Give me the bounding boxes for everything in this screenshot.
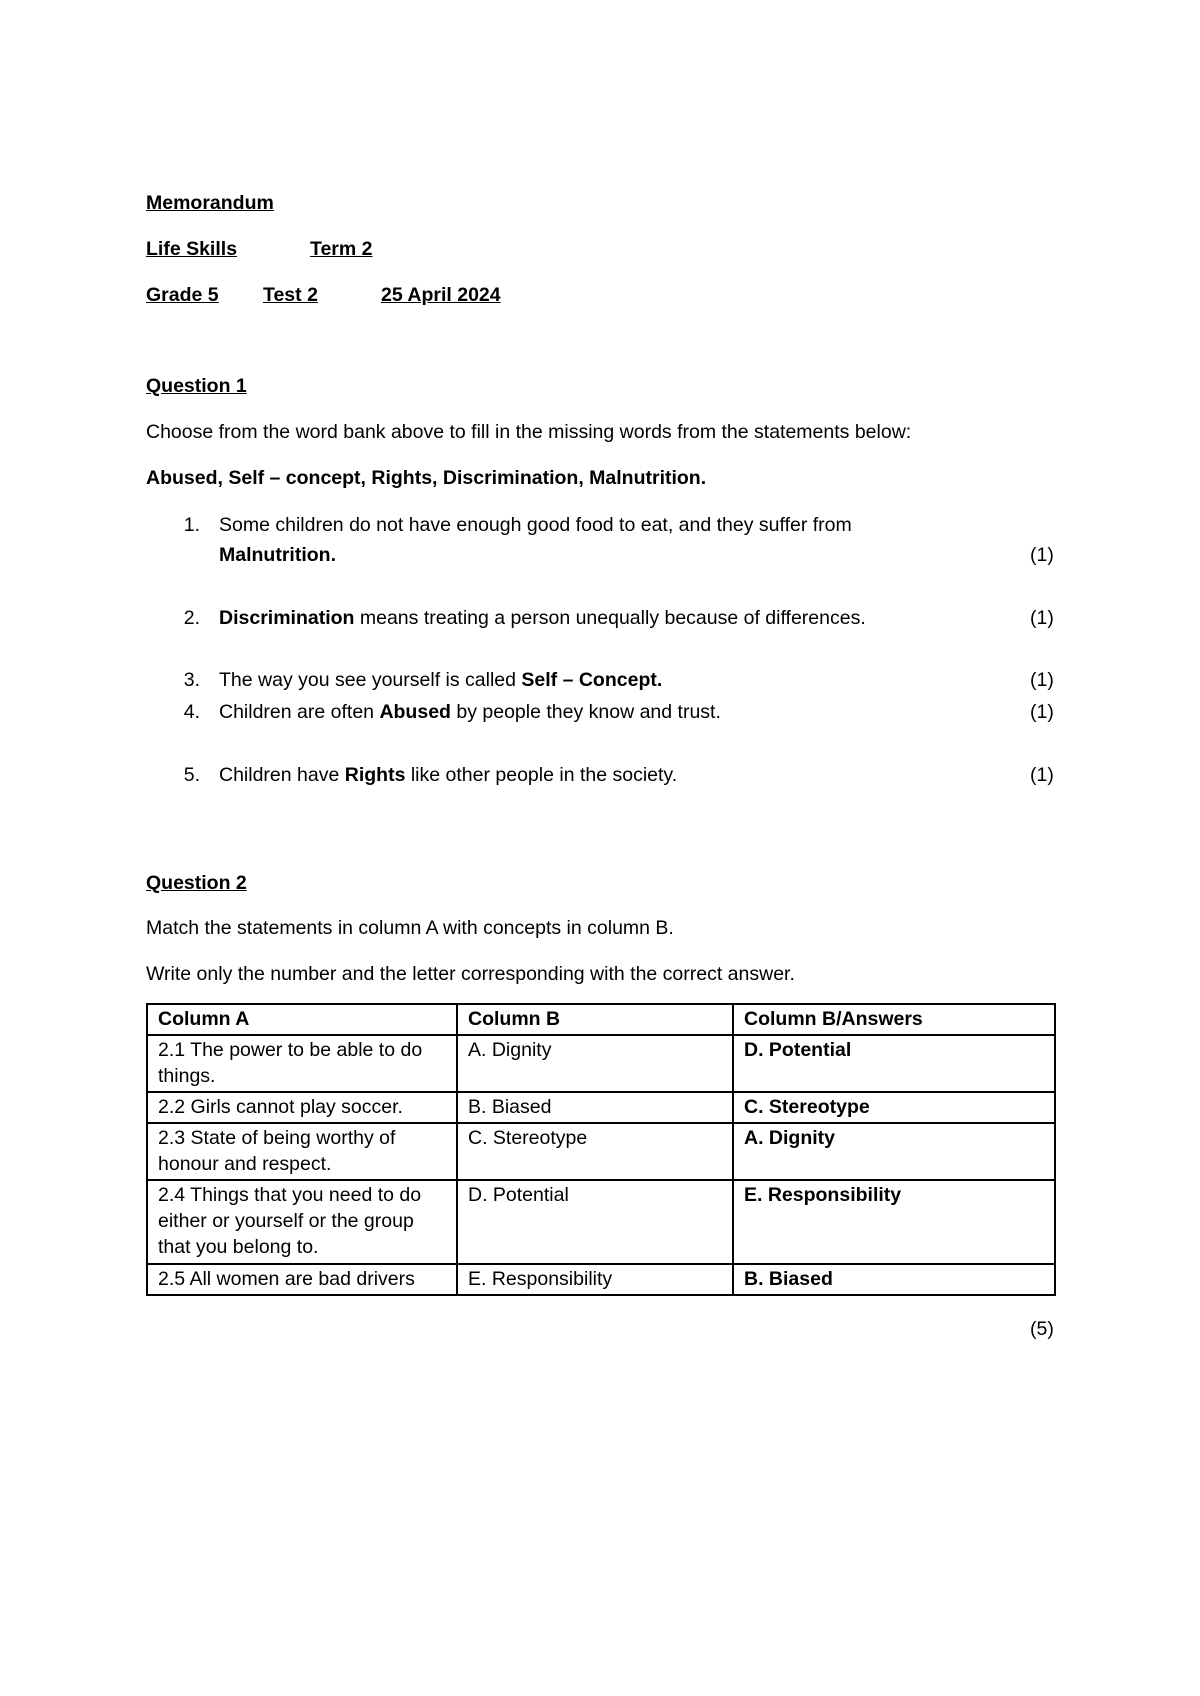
answer-cell: C. Stereotype [733,1092,1055,1123]
item-answer: Self – Concept. [521,669,663,691]
item-answer: Discrimination [219,607,355,629]
term-label: Term 2 [310,238,373,260]
test-label: Test 2 [263,284,318,306]
item-number: 1. [183,514,200,536]
column-b-cell: E. Responsibility [457,1264,733,1295]
item-mark: (1) [1030,544,1054,566]
column-b-cell: D. Potential [457,1180,733,1264]
column-a-cell: 2.1 The power to be able to do things. [147,1035,457,1092]
table-header-row [147,1004,1055,1035]
table-row [147,1180,1055,1264]
answer-cell: D. Potential [733,1035,1055,1092]
column-a-cell: 2.2 Girls cannot play soccer. [147,1092,457,1123]
question-2-total-mark: (5) [1030,1318,1054,1340]
item-mark: (1) [1030,669,1054,691]
item-answer: Rights [344,764,406,786]
item-text: Children are often Abused by people they know and trust. [219,701,721,723]
column-b-cell: A. Dignity [457,1035,733,1092]
table-row [147,1092,1055,1123]
item-number: 3. [183,669,200,691]
subject-label: Life Skills [146,238,238,260]
matching-table [146,1003,1056,1296]
question-1-instruction: Choose from the word bank above to fill in the missing words from the statements below: [146,421,912,443]
item-number: 4. [183,701,200,723]
item-mark: (1) [1030,701,1054,723]
table-row [147,1123,1055,1180]
header-column-a: Column A [147,1004,457,1035]
column-b-cell: B. Biased [457,1092,733,1123]
answer-cell: E. Responsibility [733,1180,1055,1264]
column-a-cell: 2.3 State of being worthy of honour and respect. [147,1123,457,1180]
question-1-heading: Question 1 [146,375,247,397]
item-number: 5. [183,764,200,786]
item-answer: Malnutrition. [219,544,336,566]
item-text: Some children do not have enough good food to eat, and they suffer from [219,514,852,536]
question-2-instruction-2: Write only the number and the letter corresponding with the correct answer. [146,963,795,985]
item-text: The way you see yourself is called Self – Concept. [219,669,663,691]
question-2-instruction-1: Match the statements in column A with concepts in column B. [146,917,674,939]
header-column-answers: Column B/Answers [733,1004,1055,1035]
item-mark: (1) [1030,607,1054,629]
header-column-b: Column B [457,1004,733,1035]
item-text: Children have Rights like other people in the society. [219,764,678,786]
table-row [147,1264,1055,1295]
item-answer: Abused [379,701,451,723]
column-a-cell: 2.4 Things that you need to do either or yourself or the group that you belong to. [147,1180,457,1264]
memo-title: Memorandum [146,192,274,214]
answer-cell: A. Dignity [733,1123,1055,1180]
item-mark: (1) [1030,764,1054,786]
word-bank: Abused, Self – concept, Rights, Discrimination, Malnutrition. [146,467,707,489]
item-text: Discrimination means treating a person unequally because of differences. [219,607,866,629]
answer-cell: B. Biased [733,1264,1055,1295]
column-b-cell: C. Stereotype [457,1123,733,1180]
column-a-cell: 2.5 All women are bad drivers [147,1264,457,1295]
item-number: 2. [183,607,200,629]
grade-label: Grade 5 [146,284,219,306]
date-label: 25 April 2024 [381,284,501,306]
question-2-heading: Question 2 [146,872,247,894]
table-row [147,1035,1055,1092]
